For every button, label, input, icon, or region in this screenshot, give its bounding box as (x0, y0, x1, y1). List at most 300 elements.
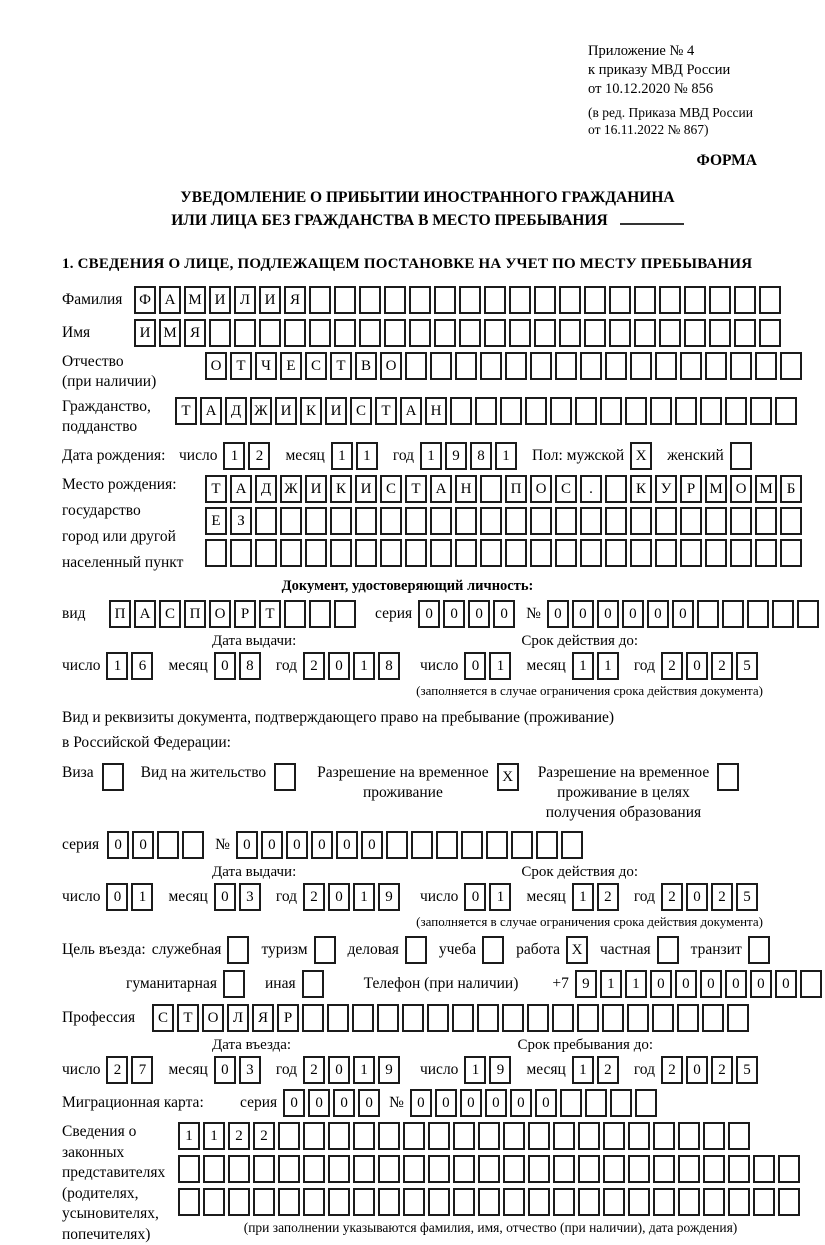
form-cell: Ж (280, 475, 302, 503)
form-cell: 2 (303, 652, 325, 680)
form-cell (459, 286, 481, 314)
doc-number-label: № (526, 605, 541, 622)
form-cell (459, 319, 481, 347)
representatives-cells (178, 1122, 803, 1236)
form-cell: 0 (328, 883, 350, 911)
form-cell (755, 507, 777, 535)
form-cell (384, 319, 406, 347)
migration-card-label: Миграционная карта: (62, 1094, 204, 1111)
form-cell (405, 352, 427, 380)
form-cell (455, 507, 477, 535)
patronymic-label: Отчество (при наличии) (62, 353, 157, 390)
form-cell (730, 352, 752, 380)
form-cell (484, 319, 506, 347)
form-cell: А (159, 286, 181, 314)
form-cell (505, 352, 527, 380)
form-cell (203, 1155, 225, 1183)
form-cell (309, 319, 331, 347)
form-cell (478, 1188, 500, 1216)
form-cell (278, 1122, 300, 1150)
form-cell: 2 (661, 1056, 683, 1084)
form-cell: 0 (493, 600, 515, 628)
form-cell (747, 600, 769, 628)
form-cell (717, 763, 739, 791)
form-cell (680, 352, 702, 380)
form-cell (536, 831, 558, 859)
form-cell (178, 1155, 200, 1183)
form-label: ФОРМА (696, 152, 757, 169)
form-cell (555, 507, 577, 535)
option-temporary-residence: Разрешение на временное проживание X (317, 763, 522, 803)
residence-issue-day-cells (106, 883, 156, 911)
entry-day-cells (106, 1056, 156, 1084)
form-cell (780, 539, 802, 567)
form-cell (455, 352, 477, 380)
form-cell (378, 1155, 400, 1183)
expiry-year-cells (661, 652, 761, 680)
form-cell (705, 352, 727, 380)
form-cell: 0 (510, 1089, 532, 1117)
form-cell: Д (225, 397, 247, 425)
form-cell: О (730, 475, 752, 503)
form-cell: 1 (489, 883, 511, 911)
doc-kind-label: вид (62, 605, 86, 622)
document-title (62, 186, 793, 232)
form-cell: Ч (255, 352, 277, 380)
form-cell: 0 (686, 883, 708, 911)
amendment-block (588, 104, 753, 138)
form-cell (528, 1155, 550, 1183)
form-cell (680, 539, 702, 567)
form-cell: 6 (131, 652, 153, 680)
form-cell: И (275, 397, 297, 425)
form-cell: М (159, 319, 181, 347)
form-cell (480, 475, 502, 503)
form-cell (309, 600, 331, 628)
form-cell (480, 539, 502, 567)
form-cell (755, 539, 777, 567)
entry-month-cells (214, 1056, 264, 1084)
form-cell: Р (234, 600, 256, 628)
representatives-row2 (178, 1155, 803, 1183)
form-cell: 1 (464, 1056, 486, 1084)
form-cell (475, 397, 497, 425)
issue-year-cells (303, 652, 403, 680)
form-cell (482, 936, 504, 964)
form-cell: 0 (286, 831, 308, 859)
form-cell (409, 319, 431, 347)
form-cell: 0 (647, 600, 669, 628)
form-cell: 2 (661, 883, 683, 911)
form-cell: 0 (236, 831, 258, 859)
representatives-label: Сведения о законных представителях (родителях, усыновителях, попечителях) (62, 1123, 166, 1243)
field-surname (62, 286, 793, 314)
representatives-row3 (178, 1188, 803, 1216)
form-cell: О (380, 352, 402, 380)
issue-day-cells (106, 652, 156, 680)
form-cell (453, 1155, 475, 1183)
form-cell: Т (205, 475, 227, 503)
residence-permit-checkbox (274, 763, 299, 791)
identity-expiry-date: число 0 1 месяц 1 1 год 2 0 2 5 (420, 652, 761, 680)
form-cell (253, 1188, 275, 1216)
form-cell (575, 397, 597, 425)
form-cell: 0 (214, 652, 236, 680)
form-cell (255, 507, 277, 535)
form-cell: 2 (248, 442, 270, 470)
form-cell (530, 539, 552, 567)
form-cell: О (202, 1004, 224, 1032)
title-line-1: УВЕДОМЛЕНИЕ О ПРИБЫТИИ ИНОСТРАННОГО ГРАЖДАНИНА (180, 189, 675, 206)
appendix-block (588, 42, 753, 138)
identity-dates (62, 652, 793, 680)
form-cell: 0 (572, 600, 594, 628)
field-birth-place (62, 475, 796, 573)
form-cell: 0 (535, 1089, 557, 1117)
purpose-humanitarian-checkbox (223, 970, 248, 998)
form-cell: 5 (736, 1056, 758, 1084)
form-cell (203, 1188, 225, 1216)
form-cell: 0 (443, 600, 465, 628)
form-cell (734, 286, 756, 314)
form-cell (303, 1155, 325, 1183)
form-cell (653, 1155, 675, 1183)
form-cell: Ж (250, 397, 272, 425)
form-cell: 0 (686, 1056, 708, 1084)
representatives-row1 (178, 1122, 803, 1150)
form-cell (259, 319, 281, 347)
form-cell: 5 (736, 883, 758, 911)
form-cell (234, 319, 256, 347)
form-cell: П (109, 600, 131, 628)
temporary-residence-education-checkbox (717, 763, 742, 791)
form-cell (730, 442, 752, 470)
form-cell: А (430, 475, 452, 503)
form-cell (603, 1188, 625, 1216)
form-cell (634, 319, 656, 347)
entry-stay-dates (62, 1056, 793, 1084)
form-cell (455, 539, 477, 567)
form-cell: Н (455, 475, 477, 503)
form-cell (653, 1188, 675, 1216)
sex-male-checkbox (630, 442, 655, 470)
form-cell (484, 286, 506, 314)
sex-male-label: Пол: мужской (532, 447, 625, 464)
form-cell: 0 (750, 970, 772, 998)
form-cell: В (355, 352, 377, 380)
form-cell (561, 831, 583, 859)
form-cell: 3 (239, 883, 261, 911)
residence-date-headings (62, 864, 793, 881)
form-cell (480, 507, 502, 535)
form-cell (386, 831, 408, 859)
form-cell: 1 (131, 883, 153, 911)
form-cell (453, 1188, 475, 1216)
form-cell (403, 1155, 425, 1183)
form-cell (530, 507, 552, 535)
appendix-line: от 10.12.2020 № 856 (588, 81, 714, 97)
form-cell: 1 (353, 883, 375, 911)
form-cell: Б (780, 475, 802, 503)
visit-purpose-label: Цель въезда: (62, 941, 146, 958)
form-cell: 0 (418, 600, 440, 628)
form-cell (630, 507, 652, 535)
form-cell: 2 (253, 1122, 275, 1150)
form-cell (684, 319, 706, 347)
residence-doc-options (62, 763, 793, 823)
birth-date-label: Дата рождения: (62, 447, 166, 464)
form-cell (505, 507, 527, 535)
form-cell (280, 539, 302, 567)
form-cell (630, 352, 652, 380)
form-cell (353, 1122, 375, 1150)
form-cell: 8 (378, 652, 400, 680)
form-cell (157, 831, 179, 859)
form-cell (378, 1122, 400, 1150)
form-cell (205, 539, 227, 567)
form-cell (553, 1155, 575, 1183)
form-cell (678, 1122, 700, 1150)
form-cell: К (300, 397, 322, 425)
month-label: месяц (285, 447, 325, 464)
form-cell: С (380, 475, 402, 503)
birth-day-cells (223, 442, 273, 470)
phone-cells (575, 970, 825, 998)
form-cell: 0 (328, 1056, 350, 1084)
doc-number-cells (547, 600, 822, 628)
form-cell: Т (175, 397, 197, 425)
form-cell (477, 1004, 499, 1032)
appendix-line: Приложение № 4 (588, 43, 695, 59)
form-cell (328, 1188, 350, 1216)
form-cell (430, 539, 452, 567)
migration-number-label: № (389, 1094, 404, 1111)
form-cell: И (134, 319, 156, 347)
form-cell (403, 1122, 425, 1150)
residence-issue-month-cells (214, 883, 264, 911)
residence-issue-date: число 0 1 месяц 0 3 год 2 0 1 9 (62, 883, 403, 911)
form-cell: 0 (261, 831, 283, 859)
form-cell (228, 1155, 250, 1183)
form-cell: 0 (775, 970, 797, 998)
form-cell: X (630, 442, 652, 470)
form-cell (478, 1122, 500, 1150)
option-temporary-residence-education: Разрешение на временное проживание в целях получения образования (538, 763, 743, 823)
field-given-name (62, 319, 793, 347)
form-cell (500, 397, 522, 425)
form-cell (703, 1122, 725, 1150)
form-cell: 1 (600, 970, 622, 998)
form-cell: О (205, 352, 227, 380)
purpose-work-checkbox (566, 936, 591, 964)
form-cell (684, 286, 706, 314)
form-cell (436, 831, 458, 859)
form-cell: 8 (470, 442, 492, 470)
form-cell: И (305, 475, 327, 503)
form-cell (580, 352, 602, 380)
form-cell (585, 1089, 607, 1117)
form-cell (772, 600, 794, 628)
residence-issue-year-cells (303, 883, 403, 911)
form-cell: Т (330, 352, 352, 380)
form-cell (305, 507, 327, 535)
form-cell (705, 539, 727, 567)
form-cell (255, 539, 277, 567)
form-cell (730, 507, 752, 535)
amendment-line: (в ред. Приказа МВД России (588, 105, 753, 120)
form-cell: М (184, 286, 206, 314)
form-cell: Р (680, 475, 702, 503)
form-cell (634, 286, 656, 314)
option-residence-permit: Вид на жительство (141, 763, 300, 791)
form-cell (602, 1004, 624, 1032)
visit-purpose-row2: гуманитарная иная Телефон (при наличии) +7 9 1 1 0 0 0 0 0 0 (62, 970, 793, 998)
form-cell (503, 1188, 525, 1216)
form-cell (330, 507, 352, 535)
form-cell (609, 286, 631, 314)
form-cell: Я (252, 1004, 274, 1032)
doc-series-cells (418, 600, 518, 628)
form-cell: Т (375, 397, 397, 425)
form-cell: 2 (661, 652, 683, 680)
form-cell: Л (234, 286, 256, 314)
form-cell: И (355, 475, 377, 503)
form-cell (402, 1004, 424, 1032)
field-citizenship (62, 397, 793, 437)
form-cell (253, 1155, 275, 1183)
amendment-line: от 16.11.2022 № 867) (588, 122, 709, 137)
residence-series-label: серия (62, 836, 100, 853)
issue-date-heading: Дата выдачи: (212, 633, 297, 649)
form-cell (230, 539, 252, 567)
form-cell: А (134, 600, 156, 628)
form-cell (655, 507, 677, 535)
form-cell (330, 539, 352, 567)
visit-purpose-row1: Цель въезда: служебная туризм деловая учеба работа X частная транзит (62, 936, 793, 964)
form-cell (528, 1188, 550, 1216)
form-cell: П (184, 600, 206, 628)
form-cell (503, 1122, 525, 1150)
form-cell: 1 (420, 442, 442, 470)
form-cell (603, 1155, 625, 1183)
form-cell (653, 1122, 675, 1150)
form-cell: 1 (572, 883, 594, 911)
form-cell (405, 539, 427, 567)
form-cell: Я (284, 286, 306, 314)
stay-day-cells (464, 1056, 514, 1084)
form-cell: 1 (489, 652, 511, 680)
form-cell (209, 319, 231, 347)
form-cell (748, 936, 770, 964)
form-cell: С (350, 397, 372, 425)
form-cell: 0 (358, 1089, 380, 1117)
form-cell (578, 1122, 600, 1150)
form-cell (759, 319, 781, 347)
sex-female-label: женский (667, 447, 724, 464)
form-cell: 0 (468, 600, 490, 628)
form-cell: 0 (311, 831, 333, 859)
surname-cells (134, 286, 784, 314)
form-cell: 2 (106, 1056, 128, 1084)
form-cell: У (655, 475, 677, 503)
form-cell (353, 1155, 375, 1183)
form-cell (525, 397, 547, 425)
residence-dates (62, 883, 793, 911)
form-cell (434, 286, 456, 314)
form-cell: С (152, 1004, 174, 1032)
form-cell: 9 (378, 1056, 400, 1084)
form-cell: . (580, 475, 602, 503)
form-cell (478, 1155, 500, 1183)
form-cell (559, 319, 581, 347)
form-cell (509, 286, 531, 314)
form-cell (428, 1122, 450, 1150)
entry-date: число 2 7 месяц 0 3 год 2 0 1 9 (62, 1056, 403, 1084)
form-cell: 1 (353, 1056, 375, 1084)
form-cell: 0 (106, 883, 128, 911)
form-cell (753, 1188, 775, 1216)
given-name-cells (134, 319, 784, 347)
phone-label: Телефон (при наличии) (363, 975, 519, 992)
form-cell (534, 319, 556, 347)
form-cell: Я (184, 319, 206, 347)
form-cell (725, 397, 747, 425)
birth-place-row3 (205, 539, 805, 567)
form-cell: С (159, 600, 181, 628)
form-cell (314, 936, 336, 964)
day-label: число (179, 447, 218, 464)
purpose-study-checkbox (482, 936, 507, 964)
representatives-note: (при заполнении указываются фамилия, имя, отчество (при наличии), дата рождения) (243, 1220, 738, 1235)
residence-expiry-month-cells (572, 883, 622, 911)
form-cell: 1 (625, 970, 647, 998)
form-cell (722, 600, 744, 628)
form-cell: 0 (675, 970, 697, 998)
form-cell (705, 507, 727, 535)
form-cell (780, 507, 802, 535)
form-cell (334, 600, 356, 628)
form-cell (702, 1004, 724, 1032)
form-cell (405, 507, 427, 535)
given-name-label: Имя (62, 324, 91, 341)
form-cell (734, 319, 756, 347)
form-cell: О (530, 475, 552, 503)
residence-series-cells (107, 831, 207, 859)
form-cell (728, 1122, 750, 1150)
form-cell (328, 1155, 350, 1183)
citizenship-cells (175, 397, 800, 425)
residence-number-label: № (215, 836, 230, 853)
form-cell: 1 (203, 1122, 225, 1150)
form-cell: И (259, 286, 281, 314)
migration-series-label: серия (240, 1094, 278, 1111)
form-cell (655, 352, 677, 380)
form-cell: 8 (239, 652, 261, 680)
form-cell: 0 (485, 1089, 507, 1117)
form-cell (800, 970, 822, 998)
form-cell: 9 (575, 970, 597, 998)
form-cell: П (505, 475, 527, 503)
form-cell (102, 763, 124, 791)
form-cell: 1 (495, 442, 517, 470)
form-cell: 0 (214, 883, 236, 911)
form-cell (284, 319, 306, 347)
form-cell (505, 539, 527, 567)
form-cell: Т (177, 1004, 199, 1032)
residence-expiry-note: (заполняется в случае ограничения срока действия документа) (416, 914, 763, 929)
form-cell (630, 539, 652, 567)
form-cell: 0 (132, 831, 154, 859)
